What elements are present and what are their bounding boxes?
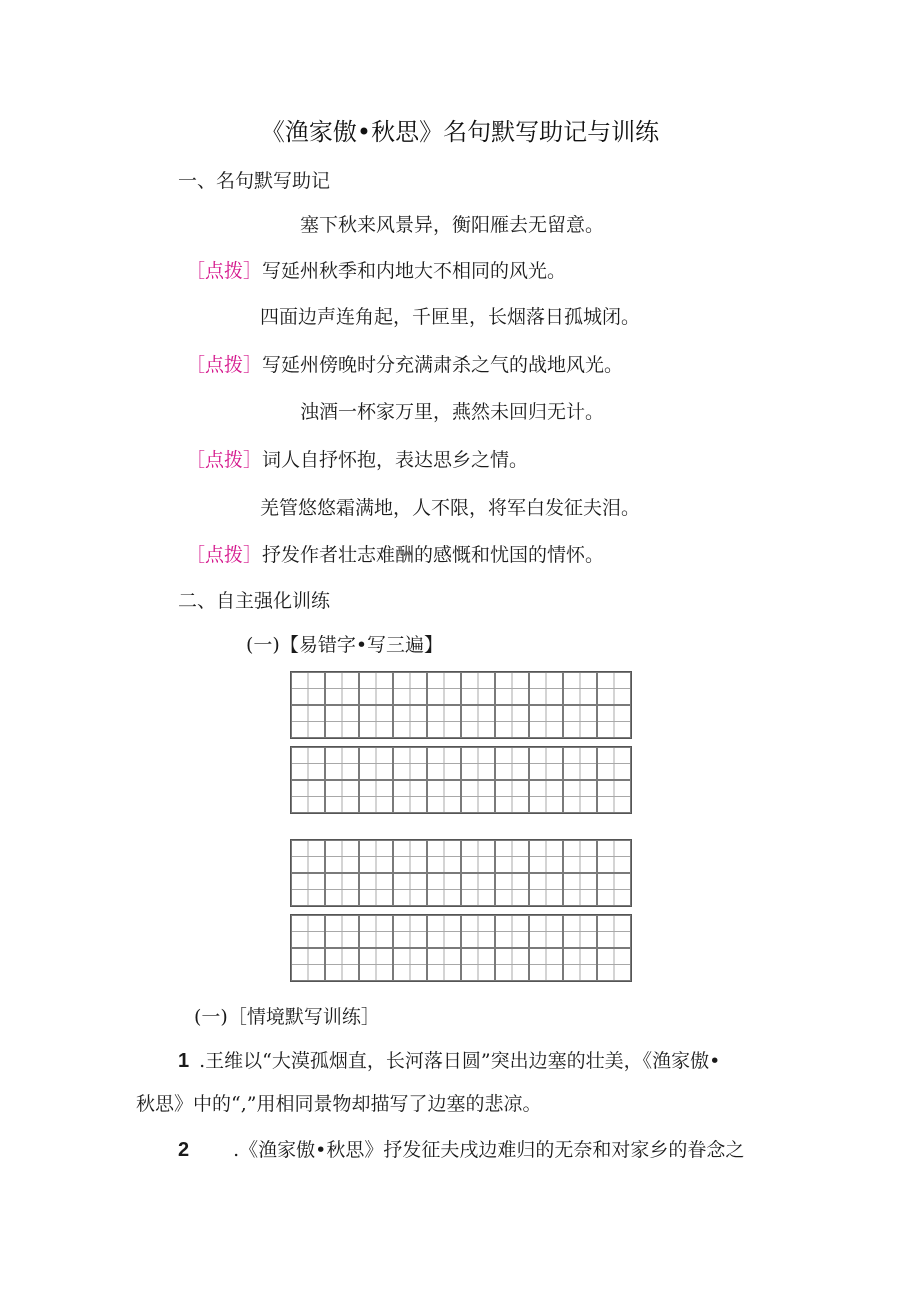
writing-grid-cell bbox=[427, 780, 461, 813]
writing-grid-cell bbox=[291, 840, 325, 873]
writing-grid-cell bbox=[393, 747, 427, 780]
writing-grid-cell bbox=[393, 780, 427, 813]
writing-grid-cell bbox=[495, 672, 529, 705]
page-title: 《渔家傲•秋思》名句默写助记与训练 bbox=[260, 118, 660, 146]
writing-grid-cell bbox=[495, 780, 529, 813]
writing-grid-cell bbox=[461, 705, 495, 738]
writing-grid-cell bbox=[427, 915, 461, 948]
writing-grid-cell bbox=[393, 672, 427, 705]
writing-grid-cell bbox=[325, 780, 359, 813]
writing-grid-block bbox=[290, 839, 632, 907]
writing-grid-cell bbox=[427, 873, 461, 906]
writing-grid-cell bbox=[597, 915, 631, 948]
writing-grid-cell bbox=[427, 672, 461, 705]
writing-grid-cell bbox=[495, 840, 529, 873]
writing-grid-cell bbox=[325, 873, 359, 906]
writing-grid-cell bbox=[291, 705, 325, 738]
writing-grid-cell bbox=[393, 840, 427, 873]
section-heading-1: 一、名句默写助记 bbox=[178, 170, 331, 192]
writing-grid-cell bbox=[325, 747, 359, 780]
writing-grid-cell bbox=[427, 747, 461, 780]
writing-grid-cell bbox=[325, 915, 359, 948]
writing-grid-cell bbox=[461, 840, 495, 873]
writing-grid-cell bbox=[529, 780, 563, 813]
tip-text: 写延州秋季和内地大不相同的风光。 bbox=[262, 260, 567, 282]
writing-grid-cell bbox=[359, 780, 393, 813]
writing-grid-cell bbox=[597, 747, 631, 780]
verse-line: 塞下秋来风景异，衡阳雁去无留意。 bbox=[300, 214, 605, 236]
writing-grid-cell bbox=[495, 948, 529, 981]
writing-grid-cell bbox=[597, 840, 631, 873]
writing-grid-block bbox=[290, 914, 632, 982]
section-heading-2: 二、自主强化训练 bbox=[178, 590, 331, 612]
writing-grid-cell bbox=[461, 948, 495, 981]
writing-grid-cell bbox=[359, 747, 393, 780]
writing-grid-cell bbox=[291, 915, 325, 948]
writing-grid-cell bbox=[359, 672, 393, 705]
tip-line bbox=[186, 350, 623, 377]
writing-grid-cell bbox=[529, 948, 563, 981]
tip-line bbox=[186, 256, 566, 283]
writing-grid-cell bbox=[563, 948, 597, 981]
writing-grid-block bbox=[290, 671, 632, 739]
question-2 bbox=[178, 1135, 744, 1162]
writing-grid-cell bbox=[563, 705, 597, 738]
writing-grid-cell bbox=[359, 840, 393, 873]
writing-grid-cell bbox=[563, 840, 597, 873]
writing-grid-cell bbox=[393, 948, 427, 981]
writing-grid-cell bbox=[291, 672, 325, 705]
writing-grid-cell bbox=[461, 747, 495, 780]
writing-grid-cell bbox=[427, 948, 461, 981]
writing-grid-cell bbox=[325, 672, 359, 705]
question-text: .《渔家傲•秋思》抒发征夫戌边难归的无奈和对家乡的眷念之 bbox=[233, 1139, 745, 1161]
tip-tag: ［点拨］ bbox=[186, 260, 263, 282]
tip-line bbox=[186, 445, 528, 472]
writing-grid-cell bbox=[461, 873, 495, 906]
writing-grid-cell bbox=[563, 915, 597, 948]
writing-grid-cell bbox=[325, 840, 359, 873]
tip-text: 抒发作者壮志难酬的感慨和忧国的情怀。 bbox=[262, 544, 605, 566]
question-text: .王维以“大漠孤烟直，长河落日圆”突出边塞的壮美，《渔家傲• bbox=[199, 1050, 721, 1072]
writing-grid-cell bbox=[495, 873, 529, 906]
writing-grid-cell bbox=[393, 873, 427, 906]
writing-grid-cell bbox=[461, 780, 495, 813]
writing-grid-cell bbox=[563, 873, 597, 906]
writing-grid-cell bbox=[563, 747, 597, 780]
writing-grid-block bbox=[290, 746, 632, 814]
writing-grid-cell bbox=[461, 672, 495, 705]
writing-grid-cell bbox=[325, 705, 359, 738]
writing-grid-cell bbox=[495, 747, 529, 780]
writing-grid-cell bbox=[461, 915, 495, 948]
writing-grid-cell bbox=[359, 915, 393, 948]
writing-grid-cell bbox=[393, 705, 427, 738]
writing-grid-cell bbox=[495, 915, 529, 948]
writing-grid-cell bbox=[427, 705, 461, 738]
question-number: 2 bbox=[178, 1139, 190, 1161]
writing-grid-cell bbox=[563, 780, 597, 813]
writing-grid-cell bbox=[359, 948, 393, 981]
tip-text: 词人自抒怀抱，表达思乡之情。 bbox=[262, 449, 529, 471]
tip-text: 写延州傍晚时分充满肃杀之气的战地风光。 bbox=[262, 354, 624, 376]
writing-grid-cell bbox=[529, 705, 563, 738]
writing-grid-cell bbox=[291, 747, 325, 780]
writing-grid-cell bbox=[597, 873, 631, 906]
subheading-context-practice: (一)［情境默写训练］ bbox=[194, 1006, 380, 1028]
writing-grid-cell bbox=[597, 948, 631, 981]
tip-line bbox=[186, 540, 604, 567]
writing-grid-cell bbox=[325, 948, 359, 981]
verse-line: 四面边声连角起，千匣里，长烟落日孤城闭。 bbox=[260, 306, 641, 328]
writing-grid-cell bbox=[291, 948, 325, 981]
writing-grid-cell bbox=[597, 780, 631, 813]
tip-tag: ［点拨］ bbox=[186, 354, 263, 376]
writing-grid-cell bbox=[597, 672, 631, 705]
question-1-continued: 秋思》中的“,”用相同景物却描写了边塞的悲凉。 bbox=[136, 1093, 542, 1115]
writing-grid-cell bbox=[427, 840, 461, 873]
question-1 bbox=[178, 1046, 720, 1073]
writing-grid-cell bbox=[495, 705, 529, 738]
writing-grid-cell bbox=[393, 915, 427, 948]
subheading-typo-practice: (一)【易错字•写三遍】 bbox=[246, 634, 444, 656]
writing-grid-cell bbox=[291, 780, 325, 813]
writing-grid-cell bbox=[291, 873, 325, 906]
question-number: 1 bbox=[178, 1050, 190, 1072]
writing-grid-cell bbox=[529, 840, 563, 873]
writing-grid-cell bbox=[359, 705, 393, 738]
writing-grid-cell bbox=[563, 672, 597, 705]
writing-grid-cell bbox=[529, 672, 563, 705]
verse-line: 浊酒一杯家万里，燕然未回归无计。 bbox=[300, 401, 605, 423]
writing-grid-cell bbox=[529, 915, 563, 948]
writing-grid-cell bbox=[529, 747, 563, 780]
writing-grid-cell bbox=[597, 705, 631, 738]
writing-grid-cell bbox=[529, 873, 563, 906]
verse-line: 羌管悠悠霜满地，人不限，将军白发征夫泪。 bbox=[260, 497, 641, 519]
tip-tag: ［点拨］ bbox=[186, 544, 263, 566]
writing-grid-cell bbox=[359, 873, 393, 906]
tip-tag: ［点拨］ bbox=[186, 449, 263, 471]
